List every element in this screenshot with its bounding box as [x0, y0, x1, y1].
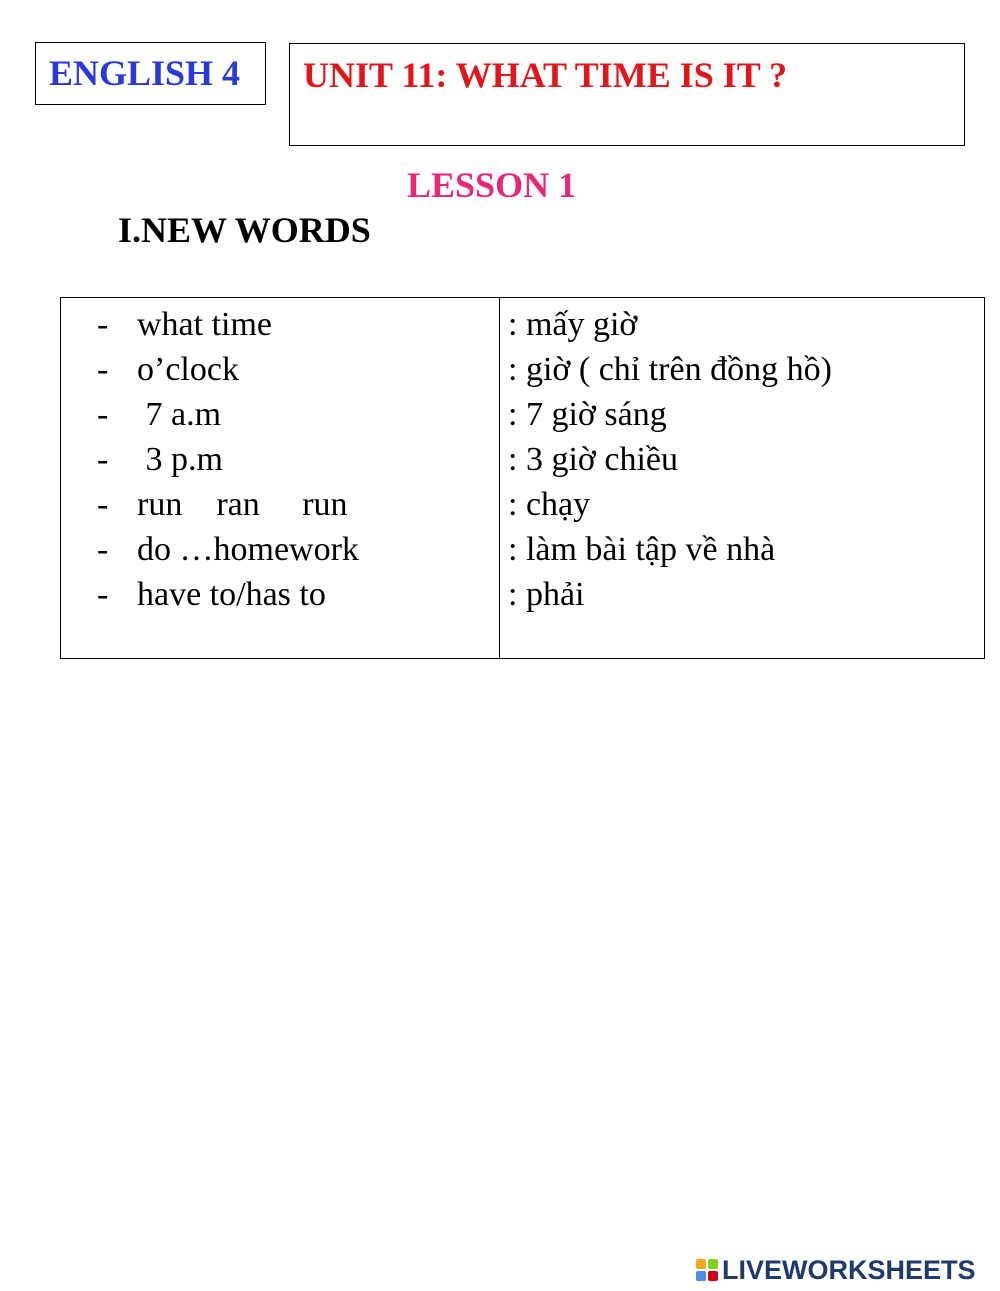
- vietnamese-meaning: : 7 giờ sáng: [508, 396, 667, 433]
- liveworksheets-brand: [696, 1255, 976, 1285]
- bullet-dash: -: [97, 306, 109, 343]
- logo-square: [708, 1259, 718, 1269]
- english-term: 7 a.m: [137, 396, 222, 433]
- logo-square: [696, 1259, 706, 1269]
- vocab-row: [61, 302, 984, 347]
- course-box: [35, 42, 266, 105]
- brand-text: LIVEWORKSHEETS: [722, 1254, 976, 1285]
- bullet-dash: -: [97, 531, 109, 568]
- english-term: have to/has to: [137, 576, 326, 613]
- bullet-dash: -: [97, 441, 109, 478]
- vocab-row: [61, 437, 984, 482]
- english-term: what time: [137, 306, 273, 343]
- section-heading: I.NEW WORDS: [118, 210, 371, 250]
- vietnamese-meaning: : phải: [508, 576, 585, 613]
- vietnamese-meaning: : làm bài tập về nhà: [508, 531, 776, 568]
- unit-title: UNIT 11: WHAT TIME IS IT ?: [303, 55, 788, 95]
- vocab-row: [61, 527, 984, 572]
- vocab-row: [61, 347, 984, 392]
- english-term: do …homework: [137, 531, 359, 568]
- vocab-row: [61, 482, 984, 527]
- lesson-heading: LESSON 1: [407, 165, 577, 205]
- vietnamese-meaning: : giờ ( chỉ trên đồng hồ): [508, 351, 832, 388]
- unit-box: [289, 43, 965, 146]
- vocabulary-table: [60, 297, 985, 659]
- course-title: ENGLISH 4: [49, 53, 241, 93]
- bullet-dash: -: [97, 396, 109, 433]
- vocab-row: [61, 392, 984, 437]
- logo-square: [696, 1271, 706, 1281]
- vocab-row: [61, 572, 984, 617]
- liveworksheets-logo-icon: [696, 1259, 718, 1281]
- vietnamese-meaning: : mấy giờ: [508, 306, 638, 343]
- english-term: o’clock: [137, 351, 239, 388]
- logo-square: [708, 1271, 718, 1281]
- english-term: run ran run: [137, 486, 348, 523]
- bullet-dash: -: [97, 486, 109, 523]
- vietnamese-meaning: : chạy: [508, 486, 591, 523]
- vietnamese-meaning: : 3 giờ chiều: [508, 441, 678, 478]
- english-term: 3 p.m: [137, 441, 223, 478]
- bullet-dash: -: [97, 351, 109, 388]
- bullet-dash: -: [97, 576, 109, 613]
